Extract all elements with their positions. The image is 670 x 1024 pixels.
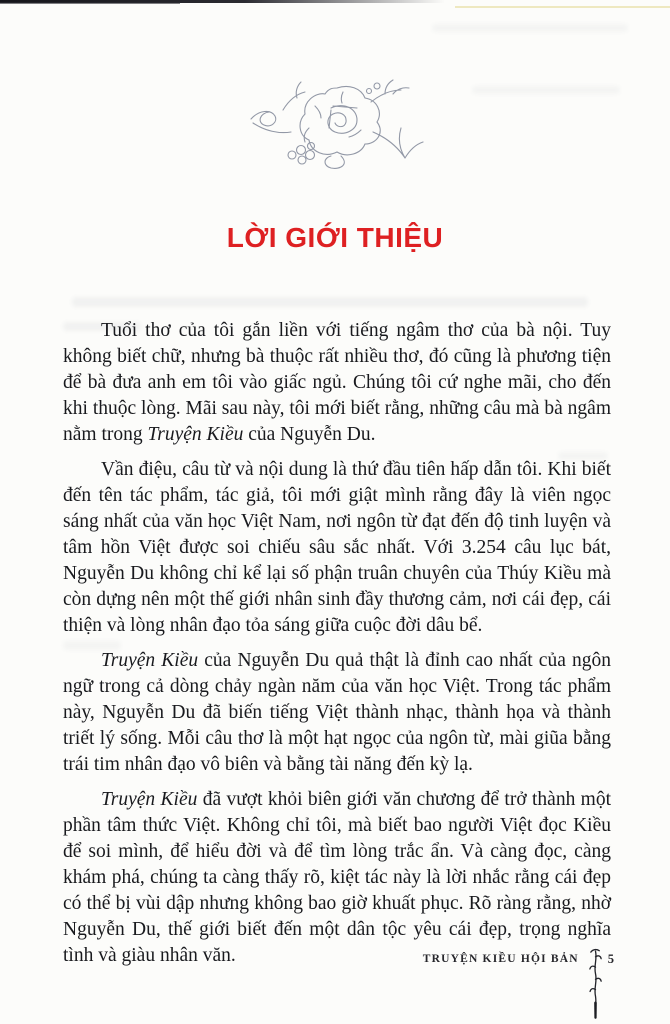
- paragraph-text: Tuổi thơ của tôi gắn liền với tiếng ngâm thơ của bà nội. Tuy không biết chữ, nhưng bà thuộc rất nhiều thơ, đó cũng là phương tiện để bà đưa anh em tôi vào giấc ngủ. Chúng tôi cứ nghe mãi, cho đến khi thuộc lòng. Mãi sau này, tôi mới biết rằng, những câu mà bà ngâm nằm trong: [63, 320, 611, 445]
- book-title-italic: Truyện Kiều: [101, 789, 198, 810]
- paragraph: [63, 648, 611, 778]
- paragraph: [63, 318, 611, 448]
- scan-edge-artifact: [0, 2, 180, 4]
- paragraph: [63, 457, 611, 639]
- bleed-through-artifact: [472, 86, 620, 94]
- page-title: LỜI GIỚI THIỆU: [226, 222, 444, 253]
- scan-edge-artifact: [455, 6, 670, 8]
- floral-ornament-icon: [245, 76, 425, 171]
- paragraph-text: của Nguyễn Du.: [243, 424, 376, 445]
- paragraph-text: Vần điệu, câu từ và nội dung là thứ đầu tiên hấp dẫn tôi. Khi biết đến tên tác phẩm, tác giả, tôi mới giật mình rằng đây là viên ngọc sáng nhất của văn học Việt Nam, nơi ngôn từ đạt đến độ tinh luyện và tâm hồn Việt được soi chiếu sâu sắc nhất. Với 3.254 câu lục bát, Nguyễn Du không chỉ kể lại số phận truân chuyên của Thúy Kiều mà còn dựng nên một thế giới nhân sinh đầy thương cảm, nơi cái đẹp, cái thiện và lòng nhân đạo tỏa sáng giữa cuộc đời dâu bể.: [63, 459, 611, 636]
- book-title-italic: Truyện Kiều: [101, 650, 199, 671]
- book-title-italic: Truyện Kiều: [147, 424, 244, 445]
- bleed-through-artifact: [72, 297, 588, 307]
- running-footer-title: TRUYỆN KIỀU HỘI BẢN: [422, 953, 579, 965]
- vine-ornament-icon: [586, 951, 604, 967]
- paragraph-text: đã vượt khỏi biên giới văn chương để trở thành một phần tâm thức Việt. Không chỉ tôi, mà biết bao người Việt đọc Kiều để soi mình, để hiểu đời và để tìm lòng trắc ẩn. Và càng đọc, càng khám phá, chúng ta càng thấy rõ, kiệt tác này là lời nhắc rằng cái đẹp có thể bị vùi dập nhưng không bao giờ khuất phục. Rõ ràng rằng, nhờ Nguyễn Du, thế giới biết đến một dân tộc yêu cái đẹp, trọng nghĩa tình và giàu nhân văn.: [63, 789, 612, 966]
- page-number: 5: [607, 952, 614, 966]
- page-footer: [423, 951, 614, 967]
- body-text: [63, 318, 611, 978]
- paragraph-text: của Nguyễn Du quả thật là đỉnh cao nhất của ngôn ngữ trong cả dòng chảy ngàn năm của văn học Việt. Trong tác phẩm này, Nguyễn Du đã biến tiếng Việt thành nhạc, thành họa và thành triết lý sống. Mỗi câu thơ là một hạt ngọc của ngôn từ, mài giũa bằng trái tim nhân đạo vô biên và bằng tài năng đến kỳ lạ.: [63, 650, 611, 775]
- bleed-through-artifact: [432, 24, 628, 32]
- paragraph: [63, 787, 611, 969]
